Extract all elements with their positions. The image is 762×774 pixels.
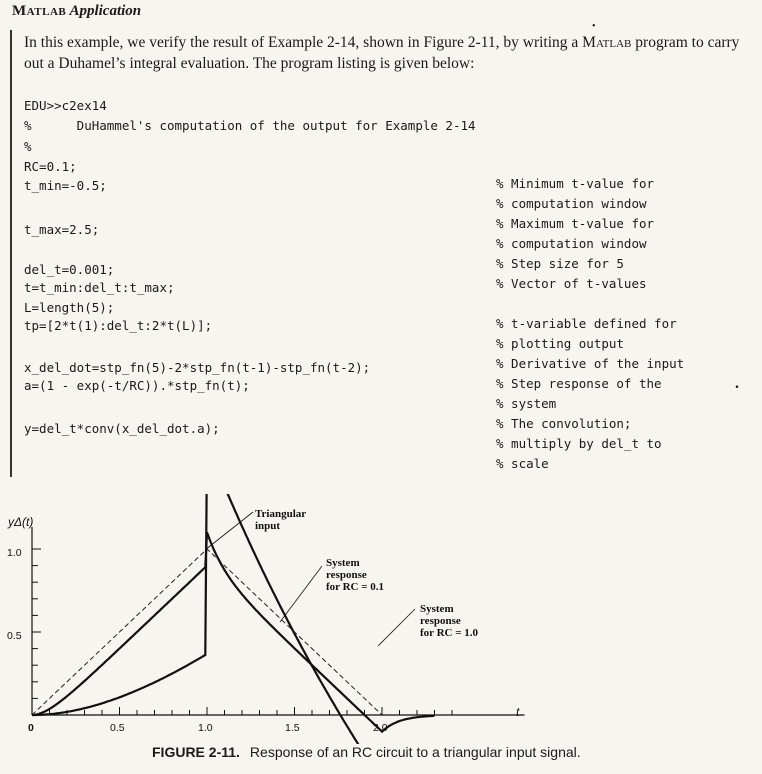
x-tick-label: 0.5	[110, 722, 125, 734]
leader-line-rc01	[280, 566, 322, 622]
code-comment: % scale	[496, 456, 549, 471]
code-line: %	[24, 139, 32, 154]
code-line: y=del_t*conv(x_del_dot.a);	[24, 421, 220, 436]
leader-line-input	[205, 512, 253, 550]
section-heading	[12, 3, 141, 20]
code-line: a=(1 - exp(-t/RC)).*stp_fn(t);	[24, 378, 250, 393]
annotation-rc10-line3: for RC = 1.0	[420, 627, 479, 639]
caption-text: Response of an RC circuit to a triangular input signal.	[249, 744, 581, 760]
x-tick-label: 1.5	[285, 722, 300, 734]
heading-matlab: Matlab	[12, 3, 67, 19]
code-line: tp=[2*t(1):del_t:2*t(L)];	[24, 318, 213, 333]
code-comment: % t-variable defined for	[496, 316, 677, 331]
code-line: % DuHammel's computation of the output for Example 2-14	[24, 118, 476, 133]
x-tick-label: 0	[28, 722, 34, 734]
annotation-input-line2: input	[255, 520, 281, 532]
code-line: RC=0.1;	[24, 159, 77, 174]
annotation-rc01-line3: for RC = 0.1	[326, 581, 385, 593]
code-comment: % multiply by del_t to	[496, 436, 662, 451]
x-tick-label: 2.0	[373, 722, 388, 734]
y-tick-label: 1.0	[7, 547, 22, 559]
code-line: t_min=-0.5;	[24, 178, 107, 193]
annotation-input-line1: Triangular	[255, 508, 307, 520]
code-comment: % Step size for 5	[496, 256, 624, 271]
y-axis-label: yΔ(t)	[8, 515, 34, 529]
code-line: L=length(5);	[24, 300, 115, 315]
code-comment: % Minimum t-value for	[496, 176, 655, 191]
code-comment: % computation window	[496, 236, 647, 251]
code-comment: % plotting output	[496, 336, 624, 351]
annotation-rc01-line2: response	[326, 569, 367, 581]
code-comment: % Vector of t-values	[496, 276, 647, 291]
code-line: EDU>>c2ex14	[24, 98, 107, 113]
series-rc-0.1	[32, 532, 435, 731]
code-comment: % The convolution;	[496, 416, 632, 431]
intro-matlab: Matlab	[582, 34, 632, 51]
code-comment: % Maximum t-value for	[496, 216, 655, 231]
intro-paragraph	[24, 32, 749, 74]
leader-line-rc10	[378, 609, 415, 646]
code-line: t_max=2.5;	[24, 222, 100, 237]
stray-dot: .	[735, 375, 739, 392]
code-comment: % system	[496, 396, 557, 411]
figure-2-11-plot	[0, 494, 762, 744]
code-line: x_del_dot=stp_fn(5)-2*stp_fn(t-1)-stp_fn(t-2);	[24, 360, 371, 375]
annotation-rc10-line1: System	[420, 603, 454, 615]
code-line: del_t=0.001;	[24, 262, 115, 277]
intro-text-1: In this example, we verify the result of Example 2-14, shown in Figure 2-11, by writing a	[24, 34, 583, 51]
intro-text-2: program to carry out a Duhamel’s integral evaluation. The program listing is given below:	[24, 34, 740, 72]
left-rule	[10, 30, 12, 477]
figure-caption	[152, 744, 581, 760]
code-line: t=t_min:del_t:t_max;	[24, 280, 175, 295]
annotation-rc10-line2: response	[420, 615, 461, 627]
stray-dot: •	[592, 21, 596, 32]
code-comment: % computation window	[496, 196, 647, 211]
code-comment: % Derivative of the input	[496, 356, 685, 371]
x-tick-label: 1.0	[198, 722, 213, 734]
y-tick-label: 0.5	[7, 630, 22, 642]
x-axis-label: t	[516, 705, 520, 719]
caption-label: FIGURE 2-11.	[152, 744, 240, 760]
code-comment: % Step response of the	[496, 376, 662, 391]
heading-application: Application	[69, 3, 142, 19]
annotation-rc01-line1: System	[326, 557, 360, 569]
